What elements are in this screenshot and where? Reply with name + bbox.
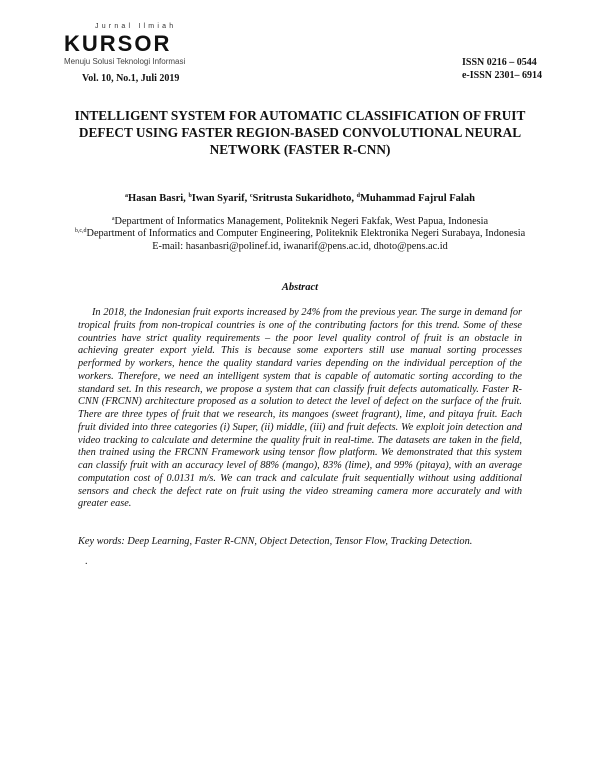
paper-body	[60, 107, 540, 568]
issn: ISSN 0216 – 0544	[461, 57, 537, 68]
author-name: Iwan Syarif,	[191, 193, 250, 204]
eissn: e-ISSN 2301– 6914	[461, 70, 542, 81]
author-name: Sritrusta Sukaridhoto,	[252, 193, 357, 204]
author-sup: c	[249, 193, 253, 199]
journal-logo: KURSOR	[64, 31, 172, 56]
abstract-body: In 2018, the Indonesian fruit exports increased by 24% from the previous year. The surge in demand for tropical fruits from non-tropical countries is one of the contributing factors for this trend. Some of these countries have strict quality requirements – the poor level quality control of fruit is an obstacle in achieving greater export yield. This is because some exporters still use manual sorting processes performed by workers, hence the quality standard varies depending on the individual perception of the workers. Therefore, we need an intelligent system that is capable of automatic sorting according to the standard set. In this research, we propose a system that can classify fruit defects automatically. Faster R-CNN (FRCNN) architecture proposed as a solution to detect the level of defect on the surface of the fruit. There are three types of fruit that we research, its mangoes (sweet fragrant), lime, and pitaya fruit. Each fruit divided into three categories (i) Super, (ii) middle, (iii) and fruit defects. We exploit join detection and video tracking to calculate and determine the quality fruit in real-time. The datasets are taken in the field, then trained using the FRCNN Framework using tensor flow platform. We demonstrated that this system can classify fruit with an accuracy level of 88% (mango), 83% (lime), and 99% (pitaya), with an average computation cost of 0.0131 m/s. We can track and calculate fruit sequentially without using additional sensors and check the defect rate on fruit using the video streaming camera more accurately and with greater ease.	[78, 307, 522, 510]
volume-info: Vol. 10, No.1, Juli 2019	[82, 73, 180, 84]
author-list	[60, 192, 540, 205]
stray-mark: .	[85, 556, 88, 568]
author-sup: a	[125, 193, 129, 199]
affiliation	[60, 228, 540, 240]
author-name: Hasan Basri,	[128, 193, 189, 204]
issn-block	[462, 56, 542, 82]
affiliation-sup: a	[111, 216, 115, 222]
paper-title: INTELLIGENT SYSTEM FOR AUTOMATIC CLASSIFICATION OF FRUIT DEFECT USING FASTER REGION-BASED CONVOLUTIONAL NEURAL NETWORK (FASTER R-CNN)	[74, 108, 526, 157]
affiliation-text: Department of Informatics Management, Politeknik Negeri Fakfak, West Papua, Indonesia	[114, 216, 489, 227]
keywords: Key words: Deep Learning, Faster R-CNN, Object Detection, Tensor Flow, Tracking Detection.	[78, 536, 473, 548]
affiliation-sup: b,c,d	[74, 228, 87, 235]
journal-logo-subtitle: Menuju Solusi Teknologi Informasi	[64, 57, 186, 66]
author-sup: d	[356, 193, 361, 199]
affiliation-text: Department of Informatics and Computer Engineering, Politeknik Elektronika Negeri Surabaya, Indonesia	[86, 228, 526, 240]
author-name: Muhammad Fajrul Falah	[360, 193, 475, 204]
abstract-heading: Abstract	[281, 282, 319, 294]
affiliation	[60, 216, 540, 228]
author-sup: b	[188, 193, 192, 199]
email-line: E-mail: hasanbasri@polinef.id, iwanarif@pens.ac.id, dhoto@pens.ac.id	[152, 240, 448, 252]
journal-logo-tagline: Jurnal Ilmiah	[95, 23, 177, 30]
affiliations	[60, 216, 540, 253]
